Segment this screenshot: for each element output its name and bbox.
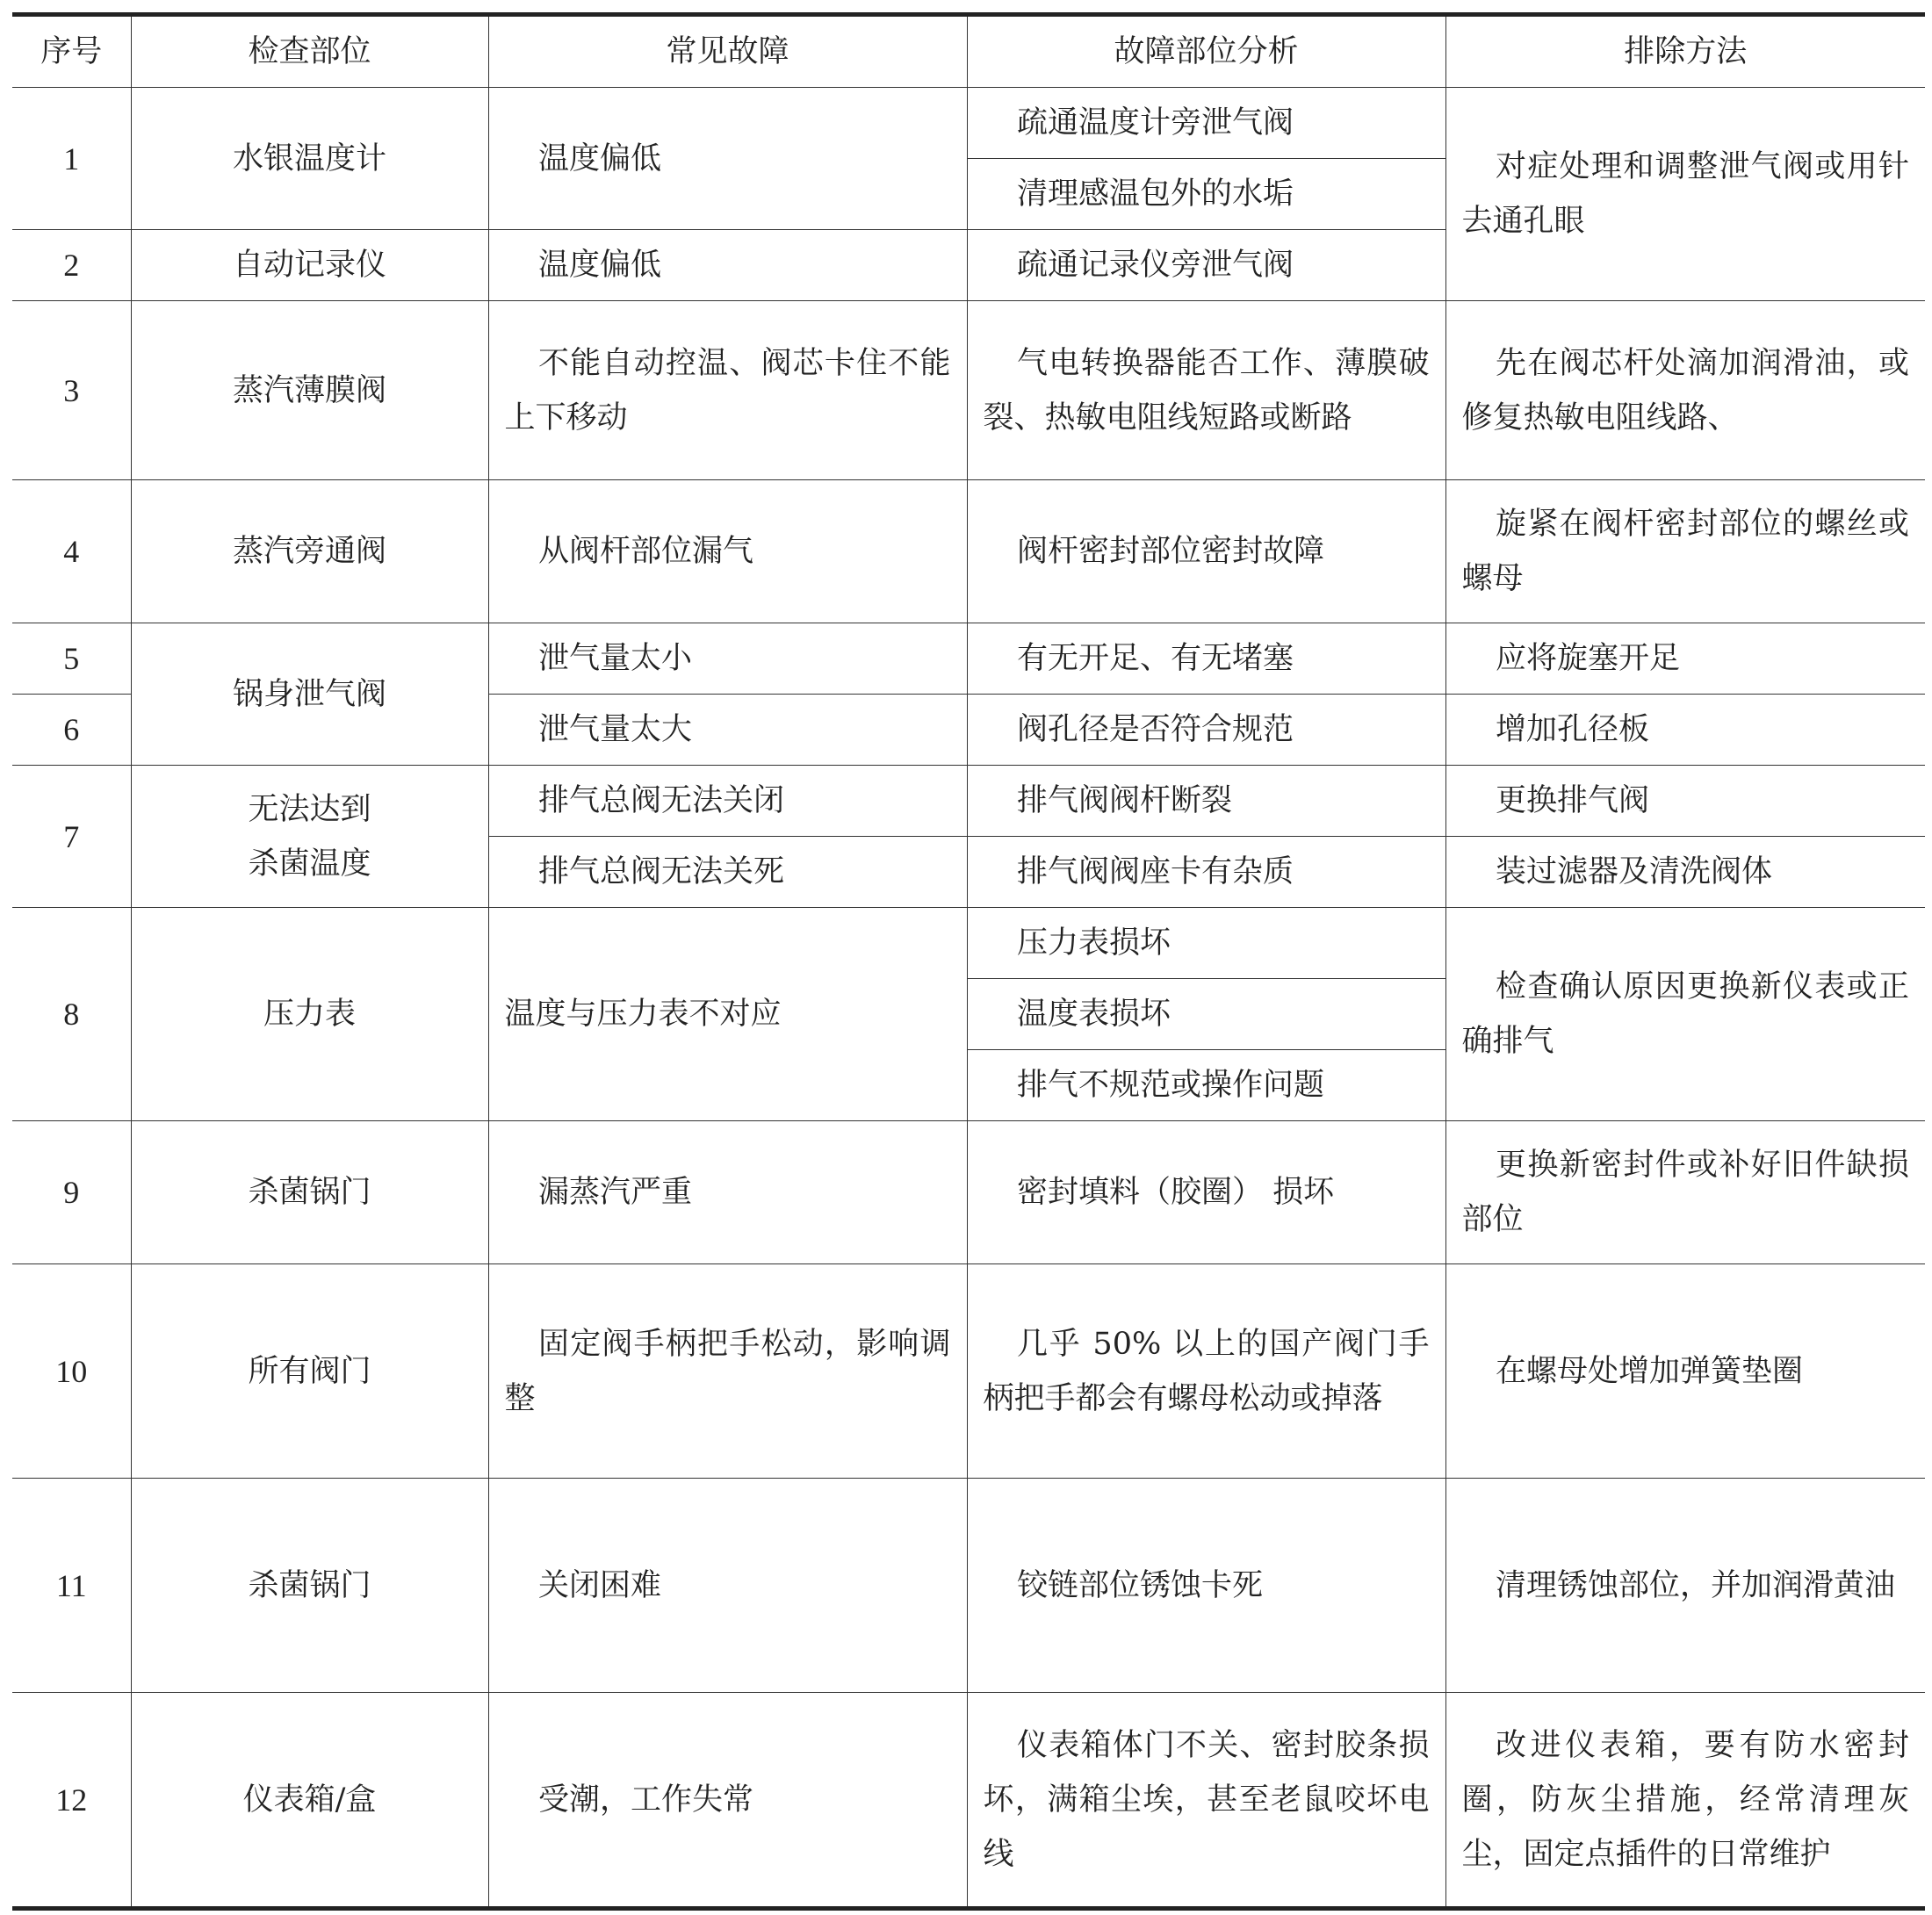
cell-fault: 固定阀手柄把手松动，影响调整: [488, 1264, 967, 1479]
cell-remedy: 改进仪表箱，要有防水密封圈，防灰尘措施，经常清理灰尘，固定点插件的日常维护: [1445, 1693, 1925, 1909]
cell-analysis: 有无开足、有无堵塞: [967, 623, 1445, 695]
cell-fault: 不能自动控温、阀芯卡住不能上下移动: [488, 301, 967, 480]
cell-part-line: 无法达到: [248, 791, 371, 827]
cell-fault: 温度偏低: [488, 88, 967, 230]
cell-analysis: 阀杆密封部位密封故障: [967, 480, 1445, 623]
cell-remedy: 增加孔径板: [1445, 695, 1925, 766]
cell-remedy: 清理锈蚀部位，并加润滑黄油: [1445, 1479, 1925, 1693]
table-row: [12, 766, 1925, 837]
cell-analysis: 清理感温包外的水垢: [967, 159, 1445, 230]
table-row: [12, 1121, 1925, 1264]
cell-remedy: 装过滤器及清洗阀体: [1445, 837, 1925, 908]
cell-analysis: 排气阀阀杆断裂: [967, 766, 1445, 837]
table-row: [12, 480, 1925, 623]
cell-analysis: 疏通记录仪旁泄气阀: [967, 230, 1445, 301]
cell-fault: 温度与压力表不对应: [488, 908, 967, 1121]
cell-no: 1: [12, 88, 131, 230]
header-analysis: 故障部位分析: [967, 15, 1445, 88]
fault-table-page: [12, 12, 1925, 1911]
cell-fault: 从阀杆部位漏气: [488, 480, 967, 623]
cell-no: 4: [12, 480, 131, 623]
table-row: [12, 1479, 1925, 1693]
cell-no: 11: [12, 1479, 131, 1693]
cell-no: 9: [12, 1121, 131, 1264]
cell-analysis: 排气阀阀座卡有杂质: [967, 837, 1445, 908]
table-row: [12, 623, 1925, 695]
table-row: [12, 88, 1925, 159]
cell-analysis: 密封填料（胶圈） 损坏: [967, 1121, 1445, 1264]
cell-part-line: 杀菌温度: [248, 846, 371, 882]
fault-troubleshooting-table: [12, 12, 1925, 1911]
cell-fault: 排气总阀无法关死: [488, 837, 967, 908]
header-part: 检查部位: [131, 15, 488, 88]
table-row: [12, 301, 1925, 480]
cell-part: 杀菌锅门: [131, 1121, 488, 1264]
cell-remedy: 在螺母处增加弹簧垫圈: [1445, 1264, 1925, 1479]
cell-no: 10: [12, 1264, 131, 1479]
cell-remedy: 对症处理和调整泄气阀或用针去通孔眼: [1445, 88, 1925, 301]
cell-part: 自动记录仪: [131, 230, 488, 301]
cell-analysis: 压力表损坏: [967, 908, 1445, 979]
cell-remedy: 旋紧在阀杆密封部位的螺丝或螺母: [1445, 480, 1925, 623]
cell-analysis: 铰链部位锈蚀卡死: [967, 1479, 1445, 1693]
header-no: 序号: [12, 15, 131, 88]
cell-fault: 受潮，工作失常: [488, 1693, 967, 1909]
cell-analysis: 排气不规范或操作问题: [967, 1050, 1445, 1121]
cell-analysis: 温度表损坏: [967, 979, 1445, 1050]
cell-analysis: 气电转换器能否工作、薄膜破裂、热敏电阻线短路或断路: [967, 301, 1445, 480]
cell-part: 杀菌锅门: [131, 1479, 488, 1693]
cell-part: 锅身泄气阀: [131, 623, 488, 766]
header-remedy: 排除方法: [1445, 15, 1925, 88]
cell-remedy: 更换新密封件或补好旧件缺损部位: [1445, 1121, 1925, 1264]
cell-part: 蒸汽旁通阀: [131, 480, 488, 623]
cell-remedy: 更换排气阀: [1445, 766, 1925, 837]
cell-no: 3: [12, 301, 131, 480]
cell-no: 12: [12, 1693, 131, 1909]
table-row: [12, 1264, 1925, 1479]
cell-analysis: 疏通温度计旁泄气阀: [967, 88, 1445, 159]
cell-fault: 泄气量太小: [488, 623, 967, 695]
cell-analysis: 仪表箱体门不关、密封胶条损坏，满箱尘埃，甚至老鼠咬坏电线: [967, 1693, 1445, 1909]
cell-no: 7: [12, 766, 131, 908]
cell-part: 蒸汽薄膜阀: [131, 301, 488, 480]
cell-no: 2: [12, 230, 131, 301]
cell-fault: 温度偏低: [488, 230, 967, 301]
table-header-row: [12, 15, 1925, 88]
cell-part: 水银温度计: [131, 88, 488, 230]
cell-remedy: 检查确认原因更换新仪表或正确排气: [1445, 908, 1925, 1121]
cell-fault: 泄气量太大: [488, 695, 967, 766]
cell-no: 8: [12, 908, 131, 1121]
header-fault: 常见故障: [488, 15, 967, 88]
cell-fault: 关闭困难: [488, 1479, 967, 1693]
cell-fault: 排气总阀无法关闭: [488, 766, 967, 837]
cell-part: 压力表: [131, 908, 488, 1121]
cell-part: 所有阀门: [131, 1264, 488, 1479]
cell-fault: 漏蒸汽严重: [488, 1121, 967, 1264]
cell-analysis: 几乎 50% 以上的国产阀门手柄把手都会有螺母松动或掉落: [967, 1264, 1445, 1479]
cell-no: 6: [12, 695, 131, 766]
cell-part: [131, 766, 488, 908]
cell-no: 5: [12, 623, 131, 695]
table-row: [12, 1693, 1925, 1909]
cell-part: 仪表箱/盒: [131, 1693, 488, 1909]
cell-remedy: 应将旋塞开足: [1445, 623, 1925, 695]
cell-remedy: 先在阀芯杆处滴加润滑油，或修复热敏电阻线路、: [1445, 301, 1925, 480]
table-row: [12, 908, 1925, 979]
cell-analysis: 阀孔径是否符合规范: [967, 695, 1445, 766]
